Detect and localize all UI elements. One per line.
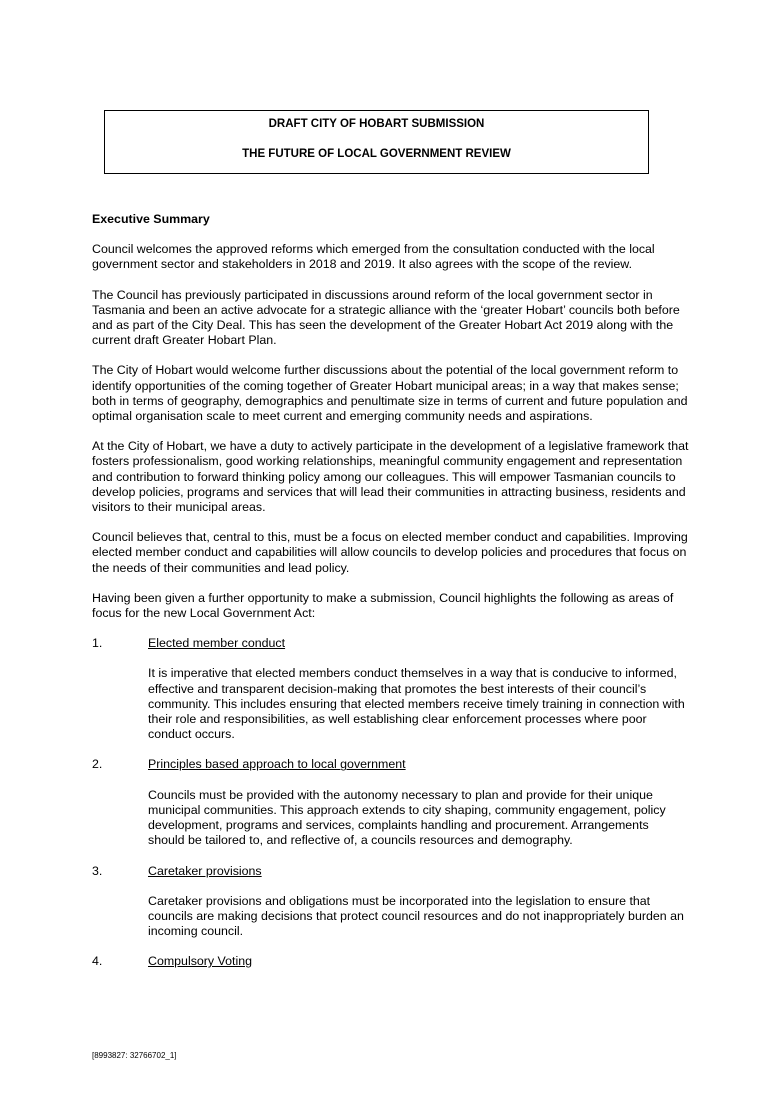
item-body: Councils must be provided with the autonomy necessary to plan and provide for their unique municipal communities. This approach extends to city shaping, community engagement, policy development, programs and services, complaints handling and procurement. Arrangements should be tailored to, and reflective of, a councils resources and demography. (148, 787, 666, 848)
list-item (92, 954, 692, 969)
paragraph: Council welcomes the approved reforms which emerged from the consultation conducted with the local government sector and stakeholders in 2018 and 2019. It also agrees with the scope of the review. (92, 242, 655, 272)
document-id-footer: [8993827: 32766702_1] (92, 1051, 177, 1060)
item-title: Principles based approach to local government (148, 757, 406, 772)
paragraph: Having been given a further opportunity to make a submission, Council highlights the following as areas of focus for the new Local Government Act: (92, 590, 674, 621)
list-item (92, 864, 692, 879)
paragraph: At the City of Hobart, we have a duty to actively participate in the development of a legislative framework that fosters professionalism, good working relationships, meaningful community engagement and representation and contribution to forward thinking policy among our colleagues. This will empower Tasmanian councils to develop policies, programs and services that will lead their communities in attracting business, residents and visitors to their municipal areas. (92, 439, 689, 515)
paragraph: The Council has previously participated in discussions around reform of the local government sector in Tasmania and been an active advocate for a strategic alliance with the ‘greater Hobart’ councils both before and as part of the City Deal. This has seen the development of the Greater Hobart Act 2019 along with the current draft Greater Hobart Plan. (92, 287, 680, 348)
item-number: 1. (92, 636, 103, 651)
list-item (92, 636, 692, 651)
section-heading: Executive Summary (92, 212, 210, 226)
item-title: Elected member conduct (148, 636, 286, 651)
item-body: It is imperative that elected members conduct themselves in a way that is conducive to informed, effective and transparent decision-making that promotes the best interests of their council’s community. This includes ensuring that elected members receive timely training in connection with their role and responsibilities, as well establishing clear enforcement processes where poor conduct occurs. (148, 666, 685, 742)
item-number: 4. (92, 954, 103, 969)
item-body: Caretaker provisions and obligations must be incorporated into the legislation to ensure that councils are making decisions that protect council resources and do not inappropriately burden an incoming council. (148, 893, 684, 939)
item-title: Compulsory Voting (148, 954, 252, 969)
item-number: 2. (92, 757, 103, 772)
document-body (92, 212, 692, 985)
list-item (92, 757, 692, 772)
item-title: Caretaker provisions (148, 863, 262, 878)
title-box (104, 110, 649, 174)
paragraph: The City of Hobart would welcome further discussions about the potential of the local government reform to identify opportunities of the coming together of Greater Hobart municipal areas; in a way that makes sense; both in terms of geography, demographics and penultimate size in terms of current and future population and optimal organisation scale to meet current and emerging community needs and aspirations. (92, 363, 688, 424)
document-title: DRAFT CITY OF HOBART SUBMISSION (268, 118, 485, 130)
item-number: 3. (92, 863, 103, 878)
document-subtitle: THE FUTURE OF LOCAL GOVERNMENT REVIEW (242, 148, 511, 160)
paragraph: Council believes that, central to this, must be a focus on elected member conduct and capabilities. Improving elected member conduct and capabilities will allow councils to develop policies and procedures that focus on the needs of their communities and lead policy. (92, 530, 688, 575)
